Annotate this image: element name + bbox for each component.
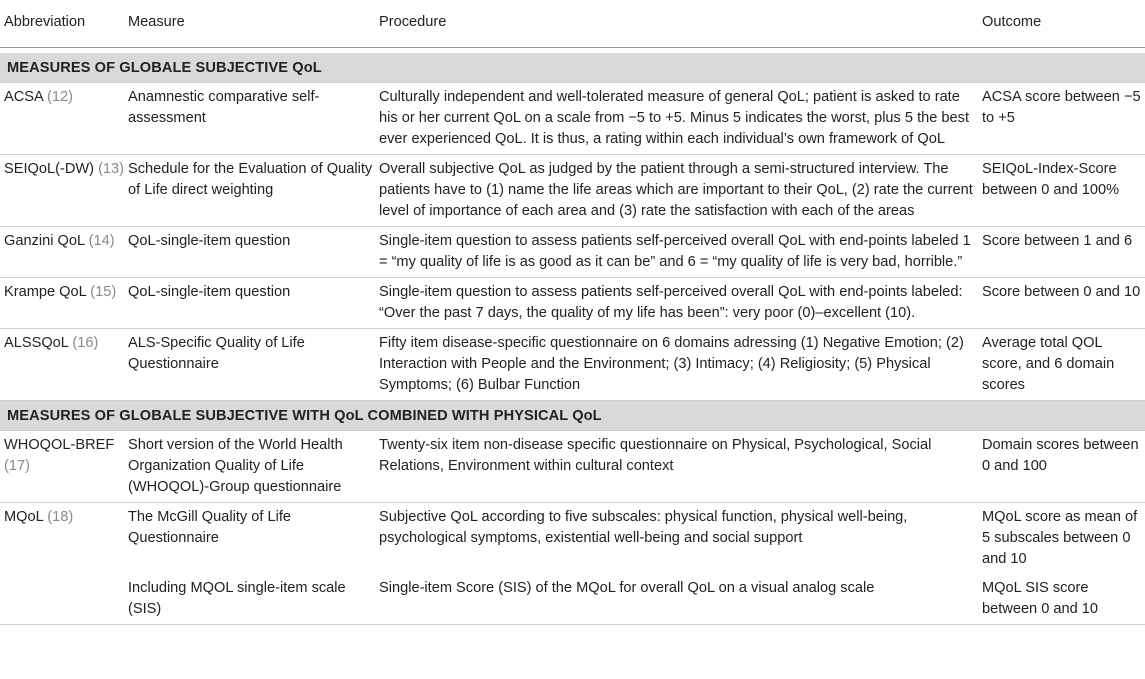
reference-link[interactable]: (17): [4, 458, 30, 474]
table-row: [0, 431, 1145, 503]
outcome-cell: Domain scores between 0 and 100: [978, 431, 1145, 503]
measure-cell: QoL-single-item question: [124, 278, 375, 329]
abbreviation-cell: [0, 227, 124, 278]
table-row: [0, 574, 1145, 625]
abbreviation-text: ACSA: [4, 89, 47, 105]
measure-cell: Including MQOL single-item scale (SIS): [124, 574, 375, 625]
abbreviation-text: MQoL: [4, 509, 48, 525]
table-row: [0, 155, 1145, 227]
header-measure: Measure: [124, 0, 375, 48]
reference-link[interactable]: (14): [88, 233, 115, 249]
header-row: [0, 0, 1145, 48]
measure-cell: Short version of the World Health Organization Quality of Life (WHOQOL)-Group questionnaire: [124, 431, 375, 503]
procedure-cell: Subjective QoL according to five subscales: physical function, physical well-being, psychological symptoms, existential well-being and social support: [379, 509, 908, 546]
table-row: [0, 227, 1145, 278]
section-header: [0, 53, 1145, 83]
abbreviation-text: ALSSQoL: [4, 335, 73, 351]
abbreviation-cell: [0, 503, 124, 575]
procedure-cell: Single-item question to assess patients self-perceived overall QoL with end-points labeled 1 = “my quality of life is as good as it can be” and 6 = “my quality of life is very bad, horrible.”: [375, 227, 978, 278]
abbreviation-cell: [0, 278, 124, 329]
outcome-cell: MQoL SIS score between 0 and 10: [978, 574, 1145, 625]
reference-link[interactable]: (18): [47, 509, 74, 525]
section-title: MEASURES OF GLOBALE SUBJECTIVE QoL: [0, 53, 1145, 83]
procedure-cell: Single-item Score (SIS) of the MQoL for overall QoL on a visual analog scale: [375, 574, 978, 625]
reference-link[interactable]: (16): [72, 335, 99, 351]
procedure-cell: Culturally independent and well-tolerated measure of general QoL; patient is asked to rate his or her current QoL on a scale from −5 to +5. Minus 5 indicates the worst, plus 5 the best ever experienced QoL. It is thus, a rating within each individual’s own framework of QoL: [375, 83, 978, 155]
abbreviation-cell: [0, 83, 124, 155]
measure-cell: Schedule for the Evaluation of Quality of Life direct weighting: [124, 155, 375, 227]
procedure-cell: Twenty-six item non-disease specific questionnaire on Physical, Psychological, Social Relations, Environment within cultural context: [375, 431, 978, 503]
table-row: [0, 278, 1145, 329]
section-header: [0, 401, 1145, 431]
outcome-cell: Score between 1 and 6: [978, 227, 1145, 278]
abbreviation-text: Ganzini QoL: [4, 233, 89, 249]
procedure-cell: Single-item question to assess patients self-perceived overall QoL with end-points labeled: “Over the past 7 days, the quality of my life has been”: very poor (0)–excellent (10).: [375, 278, 978, 329]
measure-cell: QoL-single-item question: [124, 227, 375, 278]
reference-link[interactable]: (13): [98, 161, 125, 177]
header-outcome: Outcome: [978, 0, 1145, 48]
table-row: [0, 83, 1145, 155]
header-procedure: Procedure: [375, 0, 978, 48]
abbreviation-text: SEIQoL(-DW): [4, 161, 99, 177]
measure-cell: The McGill Quality of Life Questionnaire: [128, 509, 292, 546]
reference-link[interactable]: (12): [47, 89, 73, 105]
procedure-cell: Fifty item disease-specific questionnaire on 6 domains adressing (1) Negative Emotion; (2) Interaction with People and the Environment; (3) Intimacy; (4) Religiosity; (5) Physical Symptoms; (6) Bulbar Function: [375, 329, 978, 401]
abbreviation-text: WHOQOL-BREF: [4, 437, 115, 453]
section-title: MEASURES OF GLOBALE SUBJECTIVE WITH QoL COMBINED WITH PHYSICAL QoL: [0, 401, 1145, 431]
measure-cell: Anamnestic comparative self-assessment: [124, 83, 375, 155]
outcome-cell: ACSA score between −5 to +5: [978, 83, 1145, 155]
outcome-cell: Score between 0 and 10: [978, 278, 1145, 329]
table-row: [0, 503, 1145, 575]
outcome-cell: SEIQoL-Index-Score between 0 and 100%: [978, 155, 1145, 227]
abbreviation-text: Krampe QoL: [4, 284, 91, 300]
outcome-cell: Average total QOL score, and 6 domain scores: [978, 329, 1145, 401]
abbreviation-cell: [0, 329, 124, 401]
header-abbreviation: Abbreviation: [0, 0, 124, 48]
abbreviation-cell: [0, 155, 124, 227]
abbreviation-cell: [0, 431, 124, 503]
table-row: [0, 329, 1145, 401]
procedure-cell: Overall subjective QoL as judged by the patient through a semi-structured interview. The patients have to (1) name the life areas which are important to their QoL, (2) rate the current level of importance of each area and (3) rate the satisfaction with each of the areas: [375, 155, 978, 227]
abbreviation-cell: [0, 574, 124, 625]
measure-cell: ALS-Specific Quality of Life Questionnaire: [124, 329, 375, 401]
outcome-cell: MQoL score as mean of 5 subscales between 0 and 10: [982, 509, 1138, 567]
reference-link[interactable]: (15): [90, 284, 117, 300]
